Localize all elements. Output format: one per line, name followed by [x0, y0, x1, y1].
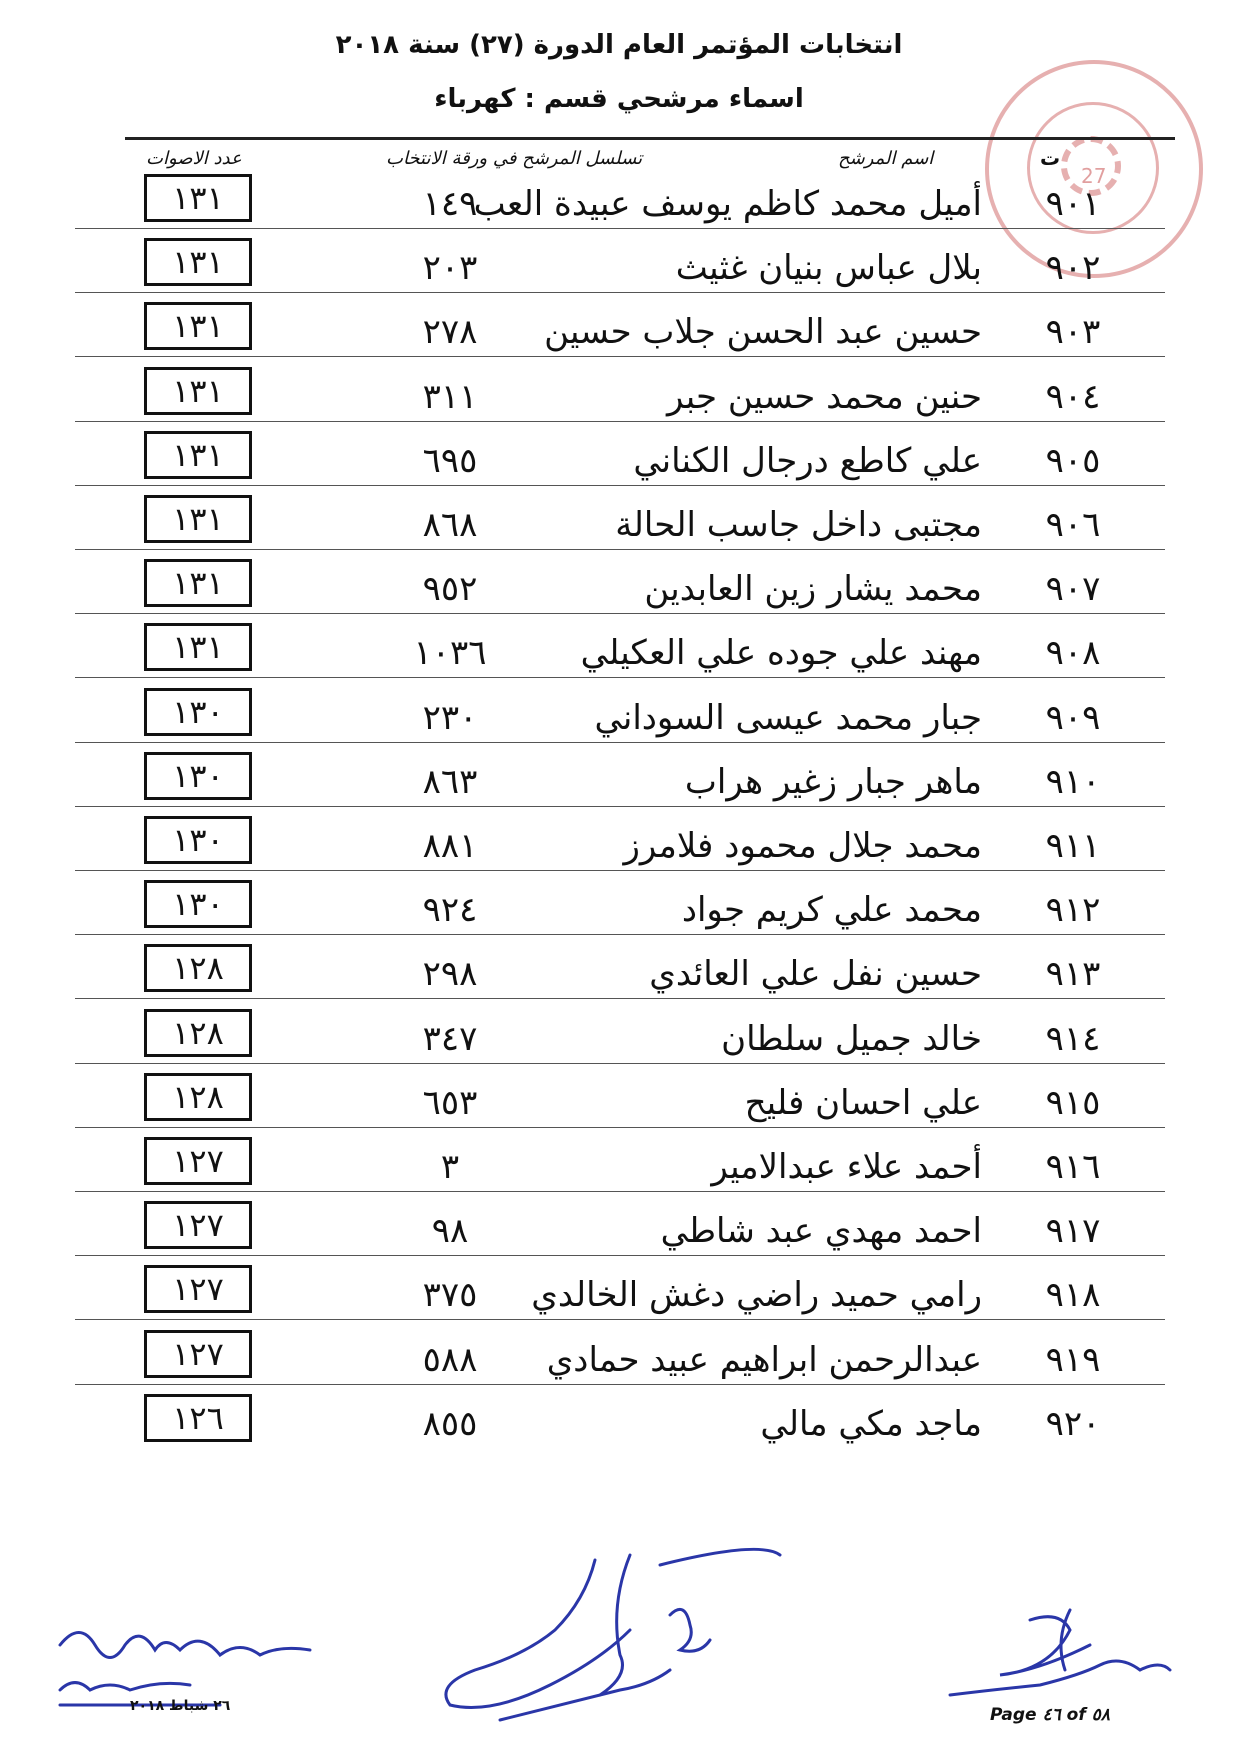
candidate-name: جبار محمد عيسى السوداني: [594, 697, 982, 738]
candidate-name: محمد جلال محمود فلامرز: [623, 826, 982, 866]
candidate-name: علي كاطع درجال الكناني: [633, 440, 982, 481]
ballot-sequence: ٣٧٥: [422, 1275, 478, 1316]
table-row: [0, 298, 1238, 368]
vote-count-box: ١٣١: [144, 623, 252, 671]
candidate-number: ٩١٣: [1045, 954, 1101, 995]
candidate-name: ماهر جبار زغير هراب: [684, 761, 982, 802]
candidate-number: ٩٠٨: [1045, 633, 1101, 674]
vote-count-box: ١٣١: [144, 238, 252, 286]
ballot-sequence: ٨٦٣: [422, 761, 478, 802]
row-divider: [75, 806, 1165, 807]
table-row: [0, 170, 1238, 240]
row-divider: [75, 613, 1165, 614]
candidate-number: ٩٠٩: [1045, 697, 1101, 738]
candidate-name: أميل محمد كاظم يوسف عبيدة العب: [473, 184, 982, 224]
header-divider: [125, 137, 1175, 140]
ballot-sequence: ٨٦٨: [422, 505, 478, 545]
ballot-sequence: ٢٠٣: [422, 248, 478, 289]
vote-count-box: ١٣١: [144, 559, 252, 607]
vote-count-box: ١٣١: [144, 367, 252, 415]
row-divider: [75, 934, 1165, 935]
table-row: [0, 1197, 1238, 1267]
page-number: Page ٤٦ of ٥٨: [990, 1705, 1110, 1725]
vote-count-box: ١٣١: [144, 174, 252, 222]
row-divider: [75, 292, 1165, 293]
candidate-name: حسين نفل علي العائدي: [649, 954, 982, 995]
table-row: [0, 812, 1238, 882]
row-divider: [75, 485, 1165, 486]
candidate-name: ماجد مكي مالي: [760, 1403, 982, 1444]
row-divider: [75, 356, 1165, 357]
vote-count-box: ١٣١: [144, 431, 252, 479]
table-row: [0, 748, 1238, 818]
candidate-name: خالد جميل سلطان: [721, 1018, 982, 1059]
candidate-name: حسين عبد الحسن جلاب حسين: [544, 312, 982, 353]
column-header-sequence: تسلسل المرشح في ورقة الانتخاب: [386, 148, 643, 169]
vote-count-box: ١٣٠: [144, 816, 252, 864]
row-divider: [75, 1063, 1165, 1064]
row-divider: [75, 1255, 1165, 1256]
vote-count-box: ١٣١: [144, 495, 252, 543]
ballot-sequence: ١٠٣٦: [413, 633, 487, 674]
row-divider: [75, 1127, 1165, 1128]
table-row: [0, 1005, 1238, 1075]
table-row: [0, 876, 1238, 946]
row-divider: [75, 870, 1165, 871]
column-header-name: اسم المرشح: [838, 148, 934, 169]
vote-count-box: ١٢٨: [144, 1073, 252, 1121]
candidate-number: ٩٠٤: [1045, 376, 1101, 417]
candidate-name: احمد مهدي عبد شاطي: [660, 1211, 982, 1252]
vote-count-box: ١٢٨: [144, 944, 252, 992]
row-divider: [75, 228, 1165, 229]
table-row: [0, 1069, 1238, 1139]
vote-count-box: ١٢٧: [144, 1330, 252, 1378]
candidate-name: بلال عباس بنيان غثيث: [675, 248, 982, 289]
signature-right: [940, 1600, 1180, 1720]
ballot-sequence: ٩٢٤: [422, 890, 478, 931]
candidate-number: ٩٠٥: [1045, 440, 1101, 481]
candidate-name: علي احسان فليح: [744, 1082, 982, 1123]
ballot-sequence: ٦٩٥: [422, 440, 478, 481]
page-title: انتخابات المؤتمر العام الدورة (٢٧) سنة ٢٠١٨: [335, 30, 903, 60]
vote-count-box: ١٣٠: [144, 688, 252, 736]
table-row: [0, 234, 1238, 304]
ballot-sequence: ١٤٩: [422, 184, 478, 224]
candidate-name: أحمد علاء عبدالامير: [711, 1147, 982, 1187]
ballot-sequence: ٣٤٧: [422, 1018, 478, 1059]
ballot-sequence: ٨٥٥: [422, 1403, 478, 1444]
candidate-number: ٩١٦: [1045, 1147, 1101, 1187]
column-header-number: ت: [1040, 146, 1061, 170]
table-row: [0, 1133, 1238, 1203]
candidate-number: ٩٠٦: [1045, 505, 1101, 545]
row-divider: [75, 1319, 1165, 1320]
candidate-number: ٩١١: [1045, 826, 1101, 866]
signature-left: [40, 1605, 370, 1735]
printed-date: ٢٦ شباط ٢٠١٨: [130, 1698, 231, 1714]
candidate-name: محمد علي كريم جواد: [681, 890, 982, 931]
ballot-sequence: ٥٨٨: [422, 1339, 478, 1380]
candidate-number: ٩٠٣: [1045, 312, 1101, 353]
signature-center: [430, 1540, 790, 1740]
table-row: [0, 1390, 1238, 1460]
candidate-number: ٩١٧: [1045, 1211, 1101, 1252]
vote-count-box: ١٢٧: [144, 1137, 252, 1185]
table-row: [0, 619, 1238, 689]
candidate-number: ٩١٩: [1045, 1339, 1101, 1380]
ballot-sequence: ٨٨١: [422, 826, 478, 866]
candidate-number: ٩١٥: [1045, 1082, 1101, 1123]
table-row: [0, 940, 1238, 1010]
vote-count-box: ١٣٠: [144, 752, 252, 800]
ballot-sequence: ٦٥٣: [422, 1082, 478, 1123]
candidate-number: ٩٠٧: [1045, 569, 1101, 610]
table-row: [0, 491, 1238, 561]
row-divider: [75, 998, 1165, 999]
candidate-name: محمد يشار زين العابدين: [644, 569, 982, 610]
vote-count-box: ١٢٧: [144, 1201, 252, 1249]
table-row: [0, 427, 1238, 497]
row-divider: [75, 421, 1165, 422]
vote-count-box: ١٣٠: [144, 880, 252, 928]
column-header-votes: عدد الاصوات: [146, 148, 242, 169]
stamp-number: 27: [1081, 164, 1107, 188]
vote-count-box: ١٢٨: [144, 1009, 252, 1057]
candidate-number: ٩١٠: [1045, 761, 1101, 802]
row-divider: [75, 1191, 1165, 1192]
table-row: [0, 1261, 1238, 1331]
row-divider: [75, 677, 1165, 678]
candidate-name: رامي حميد راضي دغش الخالدي: [531, 1275, 982, 1316]
ballot-sequence: ٢٣٠: [422, 697, 478, 738]
ballot-sequence: ٢٧٨: [422, 312, 478, 353]
row-divider: [75, 1384, 1165, 1385]
candidate-number: ٩١٨: [1045, 1275, 1101, 1316]
candidate-number: ٩٠١: [1045, 184, 1101, 224]
candidate-number: ٩١٢: [1045, 890, 1101, 931]
row-divider: [75, 549, 1165, 550]
row-divider: [75, 742, 1165, 743]
table-row: [0, 684, 1238, 754]
ballot-sequence: ٩٨: [431, 1211, 469, 1252]
vote-count-box: ١٢٧: [144, 1265, 252, 1313]
candidate-name: مجتبى داخل جاسب الحالة: [615, 505, 982, 545]
candidate-name: مهند علي جوده علي العكيلي: [580, 633, 982, 674]
vote-count-box: ١٣١: [144, 302, 252, 350]
ballot-sequence: ٣١١: [422, 376, 478, 417]
table-row: [0, 555, 1238, 625]
vote-count-box: ١٢٦: [144, 1394, 252, 1442]
candidate-number: ٩١٤: [1045, 1018, 1101, 1059]
page-subtitle: اسماء مرشحي قسم : كهرباء: [434, 84, 804, 114]
candidate-number: ٩٢٠: [1045, 1403, 1101, 1444]
candidate-name: حنين محمد حسين جبر: [666, 376, 982, 417]
ballot-sequence: ٢٩٨: [422, 954, 478, 995]
candidate-number: ٩٠٢: [1045, 248, 1101, 289]
ballot-sequence: ٩٥٢: [422, 569, 478, 610]
ballot-sequence: ٣: [440, 1147, 460, 1187]
table-row: [0, 363, 1238, 433]
candidate-name: عبدالرحمن ابراهيم عبيد حمادي: [546, 1339, 982, 1380]
table-row: [0, 1326, 1238, 1396]
